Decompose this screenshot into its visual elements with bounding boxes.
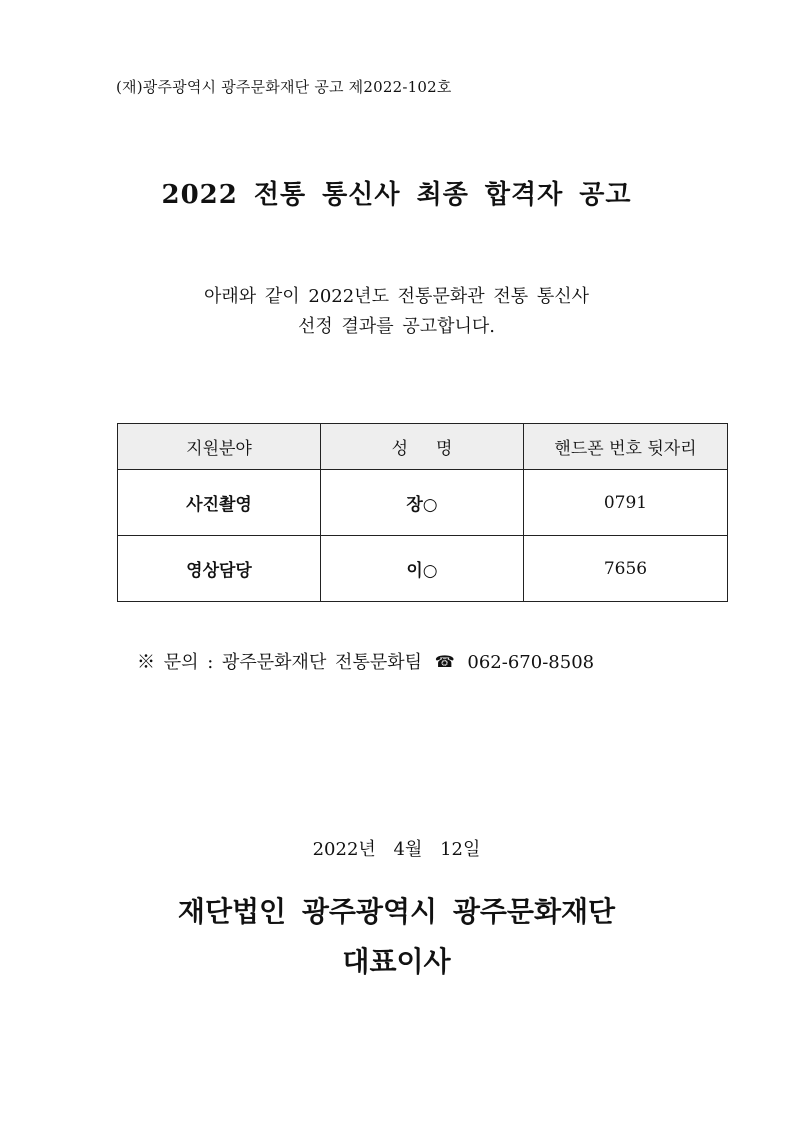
intro-line-1: 아래와 같이 2022년도 전통문화관 전통 통신사 — [203, 286, 589, 307]
table-header-row — [118, 424, 728, 470]
announcement-date: 2022년 4월 12일 — [312, 839, 481, 860]
organization-name: 재단법인 광주광역시 광주문화재단 — [177, 895, 616, 928]
table-row — [118, 536, 728, 602]
cell-phone: 0791 — [524, 470, 728, 536]
inquiry-text: ※ 문의 : 광주문화재단 전통문화팀 — [137, 652, 422, 673]
cell-field: 영상담당 — [118, 536, 321, 602]
intro-paragraph — [0, 282, 793, 342]
header-name: 성명 — [321, 424, 524, 470]
notice-number: (재)광주광역시 광주문화재단 공고 제2022-102호 — [116, 78, 452, 96]
header-field: 지원분야 — [118, 424, 321, 470]
phone-icon: ☎ — [434, 652, 455, 671]
cell-field: 사진촬영 — [118, 470, 321, 536]
cell-name: 장○ — [321, 470, 524, 536]
results-table — [117, 423, 728, 602]
cell-name: 이○ — [321, 536, 524, 602]
table-row — [118, 470, 728, 536]
cell-phone: 7656 — [524, 536, 728, 602]
page-title: 2022 전통 통신사 최종 합격자 공고 — [161, 180, 632, 210]
intro-line-2: 선정 결과를 공고합니다. — [297, 316, 496, 337]
inquiry-line — [137, 648, 594, 674]
representative-title: 대표이사 — [342, 945, 451, 978]
header-phone: 핸드폰 번호 뒷자리 — [524, 424, 728, 470]
inquiry-phone: 062-670-8508 — [467, 652, 595, 673]
